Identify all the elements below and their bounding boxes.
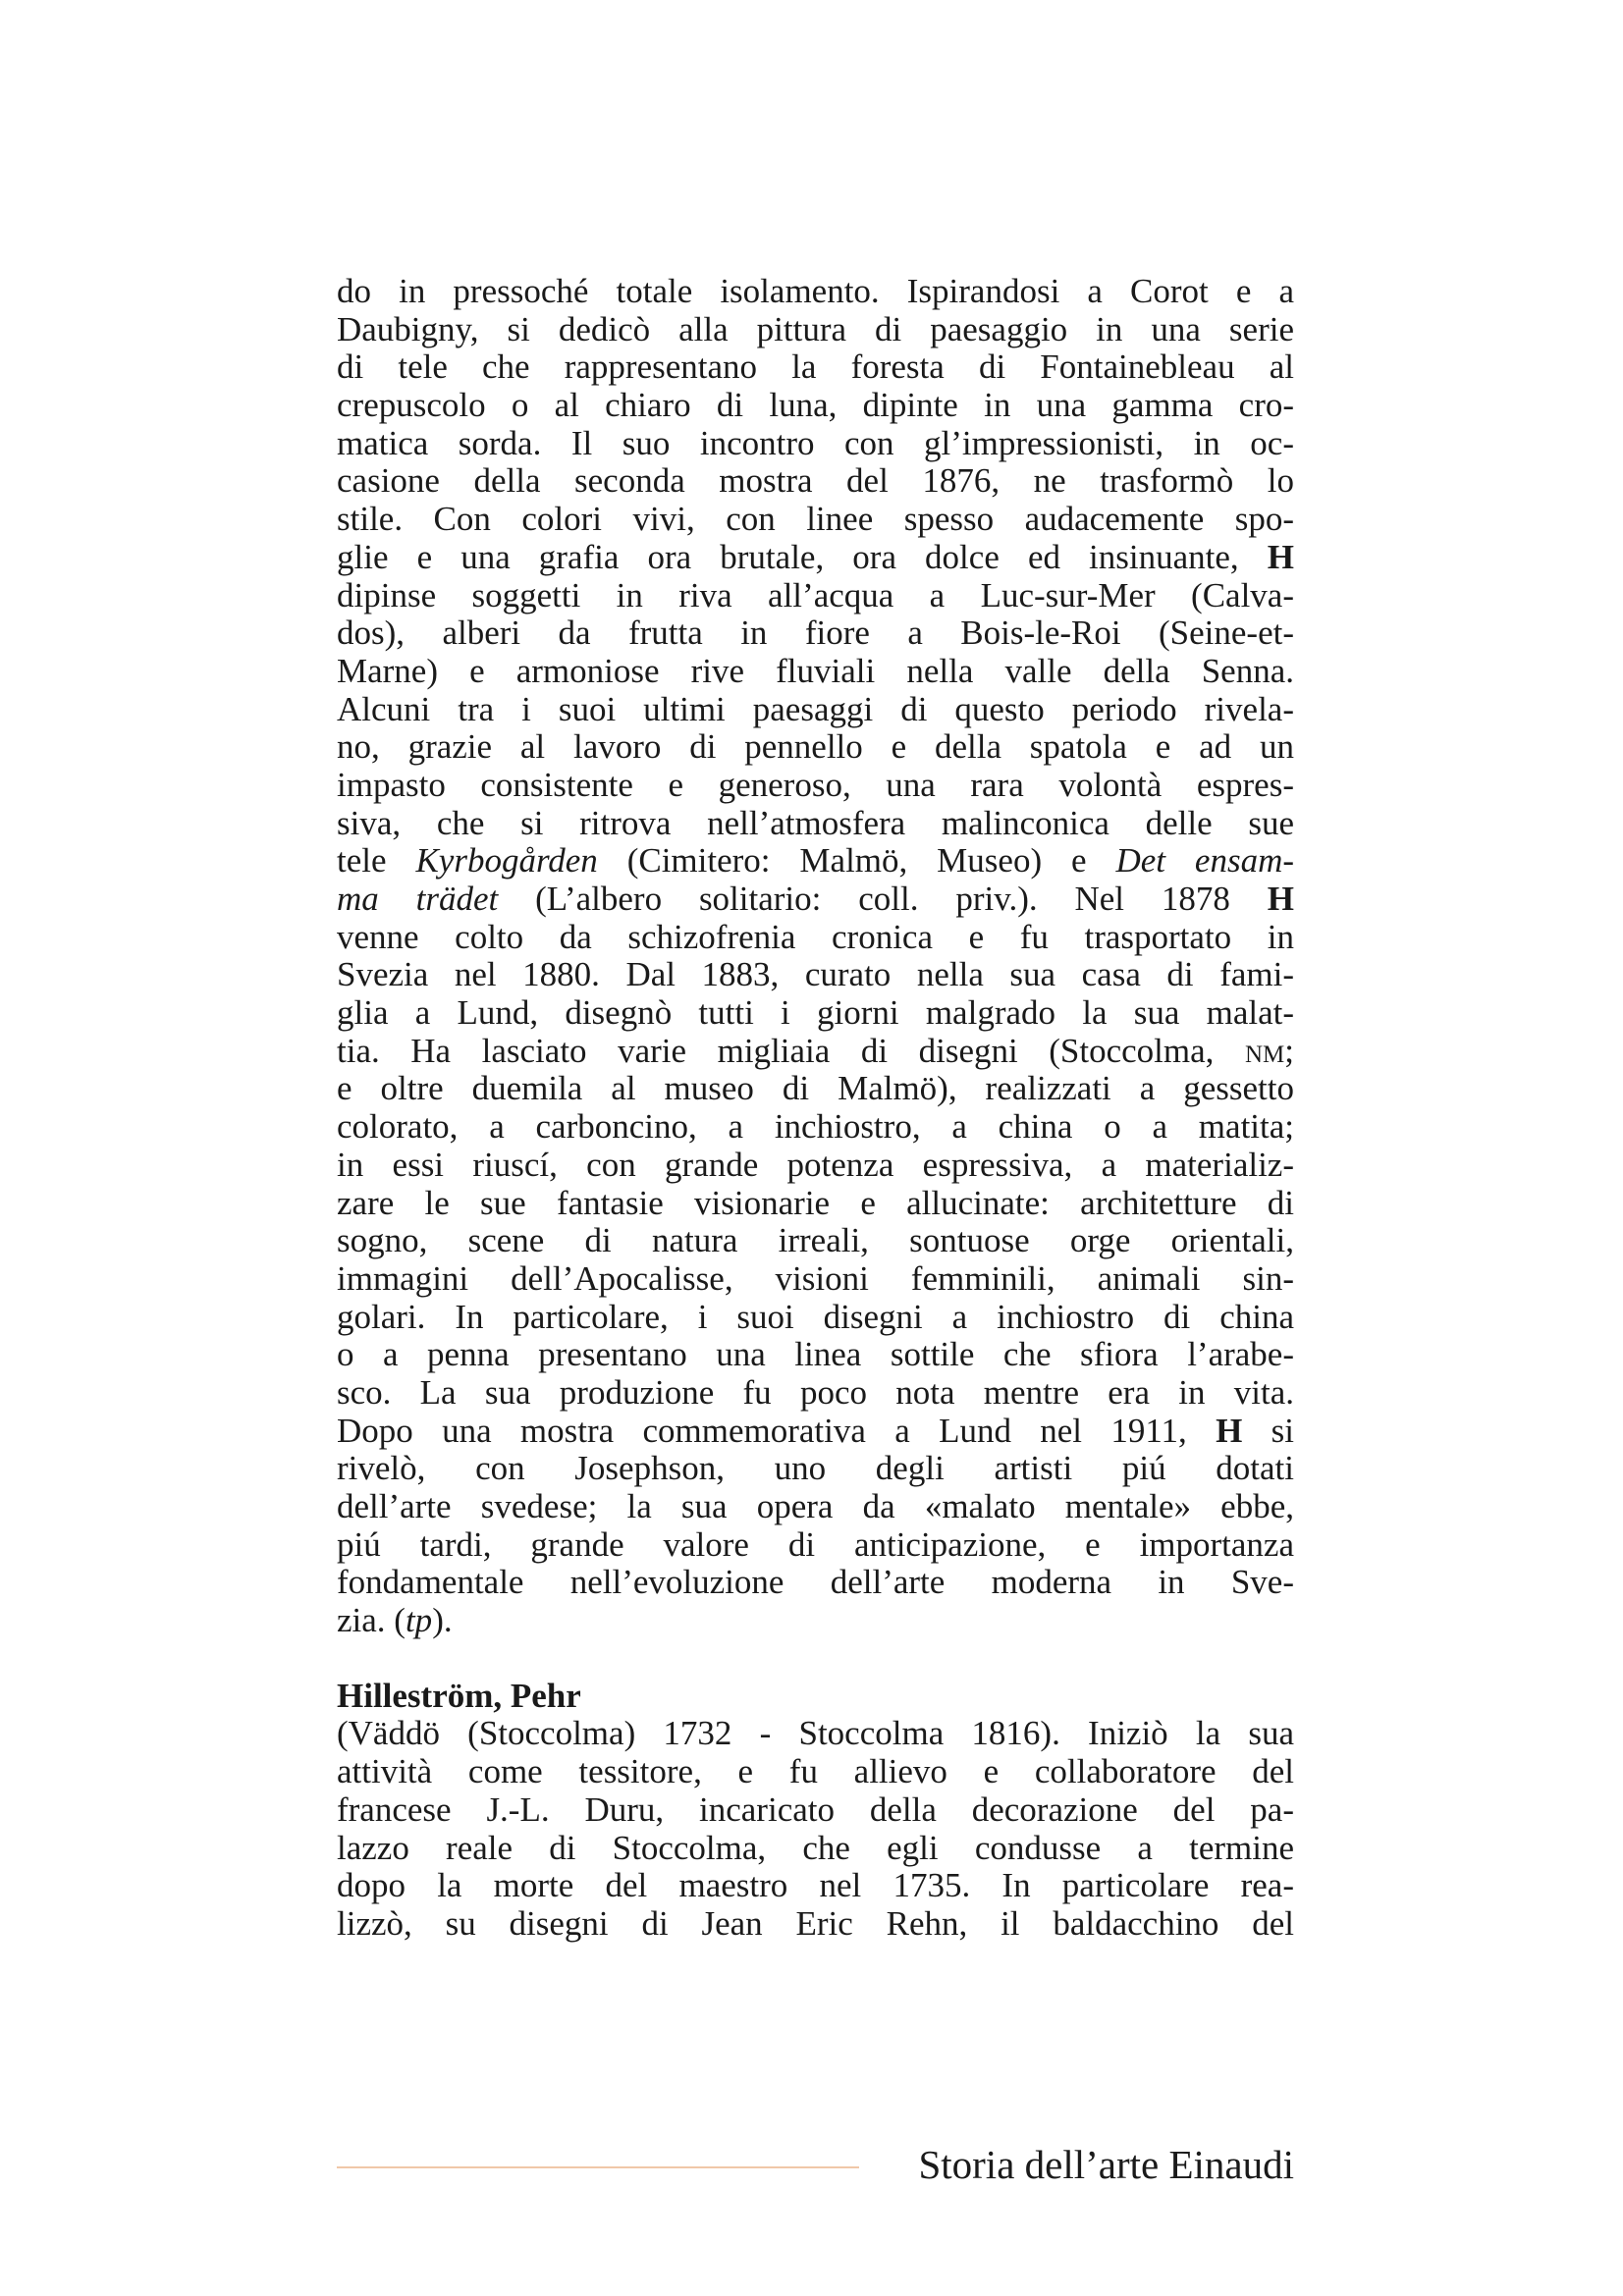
text-run: si — [1242, 1411, 1294, 1450]
text-line — [337, 387, 1294, 425]
text-line — [337, 1336, 1294, 1374]
text-line — [337, 1299, 1294, 1337]
text-line — [337, 1260, 1294, 1299]
text-run: colorato, a carboncino, a inchiostro, a china o a matita; — [337, 1107, 1294, 1147]
text-run: glie e una grafia ora brutale, ora dolce ed insinuante, — [337, 537, 1268, 576]
text-run: Svezia nel 1880. Dal 1883, curato nella sua casa di fami- — [337, 955, 1294, 994]
text-run: rivelò, con Josephson, uno degli artisti piú dotati — [337, 1449, 1294, 1488]
text-run: e oltre duemila al museo di Malmö), realizzati a gessetto — [337, 1069, 1294, 1108]
text-line — [337, 767, 1294, 805]
text-run: casione della seconda mostra del 1876, ne trasformò lo — [337, 461, 1294, 501]
text-run: tele — [337, 841, 416, 881]
text-run: ). — [432, 1601, 453, 1640]
text-run: tp — [405, 1601, 433, 1640]
entry-paragraph-hillestrom — [337, 1715, 1294, 1943]
text-run: francese J.-L. Duru, incaricato della decorazione del pa- — [337, 1789, 1294, 1829]
text-line — [337, 1450, 1294, 1488]
text-run: venne colto da schizofrenia cronica e fu trasportato in — [337, 917, 1294, 956]
text-line — [337, 1488, 1294, 1526]
text-line — [337, 1791, 1294, 1830]
text-line — [337, 1070, 1294, 1108]
text-line — [337, 1033, 1294, 1071]
text-run: stile. Con colori vivi, con linee spesso audacemente spo- — [337, 500, 1294, 539]
text-line — [337, 1867, 1294, 1905]
footer-publication-title: Storia dell’arte Einaudi — [918, 2142, 1294, 2187]
text-line — [337, 311, 1294, 349]
text-line — [337, 919, 1294, 957]
text-run: o a penna presentano una linea sottile che sfiora l’arabe- — [337, 1335, 1294, 1374]
text-run: dopo la morte del maestro nel 1735. In particolare rea- — [337, 1866, 1294, 1905]
text-run: lizzò, su disegni di Jean Eric Rehn, il baldacchino del — [337, 1903, 1294, 1943]
text-run: sogno, scene di natura irreali, sontuose orge orientali, — [337, 1221, 1294, 1260]
text-run: immagini dell’Apocalisse, visioni femminili, animali sin- — [337, 1258, 1294, 1298]
text-line — [337, 1222, 1294, 1260]
text-column — [337, 273, 1294, 1944]
text-run: Dopo una mostra commemorativa a Lund nel 1911, — [337, 1411, 1217, 1450]
text-line — [337, 805, 1294, 843]
text-run: fondamentale nell’evoluzione dell’arte moderna in Sve- — [337, 1563, 1294, 1602]
text-run: glia a Lund, disegnò tutti i giorni malgrado la sua malat- — [337, 993, 1294, 1033]
text-run: impasto consistente e generoso, una rara volontà espres- — [337, 765, 1294, 804]
text-run: zare le sue fantasie visionarie e allucinate: architetture di — [337, 1183, 1294, 1222]
footer-rule — [337, 2166, 859, 2168]
text-run: lazzo reale di Stoccolma, che egli condusse a termine — [337, 1828, 1294, 1867]
text-line — [337, 501, 1294, 539]
entry-heading: Hilleström, Pehr — [337, 1676, 581, 1715]
text-line — [337, 1526, 1294, 1565]
text-run: siva, che si ritrova nell’atmosfera malinconica delle sue — [337, 803, 1294, 842]
text-run: attività come tessitore, e fu allievo e collaboratore del — [337, 1752, 1294, 1791]
text-line — [337, 1715, 1294, 1753]
text-line — [337, 653, 1294, 691]
text-line — [337, 1374, 1294, 1413]
text-run: Marne) e armoniose rive fluviali nella valle della Senna. — [337, 651, 1294, 690]
text-line — [337, 1147, 1294, 1185]
text-line — [337, 614, 1294, 653]
text-run: Kyrbogården — [415, 841, 598, 881]
text-run: ; — [1284, 1031, 1294, 1070]
text-line — [337, 348, 1294, 387]
text-run: golari. In particolare, i suoi disegni a inchiostro di china — [337, 1297, 1294, 1336]
text-run: H — [1267, 880, 1294, 918]
text-line — [337, 577, 1294, 615]
text-line — [337, 539, 1294, 577]
text-line — [337, 881, 1294, 919]
text-run: crepuscolo o al chiaro di luna, dipinte in una gamma cro- — [337, 386, 1294, 425]
text-line — [337, 728, 1294, 767]
text-run: dipinse soggetti in riva all’acqua a Luc-sur-Mer (Calva- — [337, 575, 1294, 614]
text-run: di tele che rappresentano la foresta di Fontainebleau al — [337, 347, 1294, 387]
text-run: matica sorda. Il suo incontro con gl’impressionisti, in oc- — [337, 423, 1294, 462]
text-run: H — [1267, 537, 1294, 576]
text-run: no, grazie al lavoro di pennello e della spatola e ad un — [337, 727, 1294, 767]
text-run: (L’albero solitario: coll. priv.). Nel 1878 — [498, 880, 1268, 918]
text-line — [337, 956, 1294, 994]
text-run: H — [1216, 1411, 1243, 1450]
text-run: Alcuni tra i suoi ultimi paesaggi di questo periodo rivela- — [337, 689, 1294, 728]
text-line — [337, 462, 1294, 501]
text-line — [337, 994, 1294, 1033]
text-line — [337, 691, 1294, 729]
text-run: dell’arte svedese; la sua opera da «malato mentale» ebbe, — [337, 1487, 1294, 1525]
text-line — [337, 1602, 1294, 1640]
text-line — [337, 1413, 1294, 1451]
text-line — [337, 425, 1294, 463]
text-run: do in pressoché totale isolamento. Ispirandosi a Corot e a — [337, 272, 1294, 310]
text-line — [337, 1830, 1294, 1868]
text-line — [337, 1753, 1294, 1791]
text-run: (Väddö (Stoccolma) 1732 - Stoccolma 1816). Iniziò la sua — [337, 1714, 1294, 1753]
text-run: tia. Ha lasciato varie migliaia di disegni (Stoccolma, — [337, 1031, 1245, 1070]
text-run: sco. La sua produzione fu poco nota mentre era in vita. — [337, 1372, 1294, 1412]
text-line — [337, 1185, 1294, 1223]
text-run: in essi riuscí, con grande potenza espressiva, a materializ- — [337, 1145, 1294, 1184]
text-line — [337, 1905, 1294, 1944]
text-line — [337, 1108, 1294, 1147]
text-run: zia. ( — [337, 1601, 406, 1640]
text-run: nm — [1244, 1031, 1285, 1070]
text-run: dos), alberi da frutta in fiore a Bois-le-Roi (Seine-et- — [337, 614, 1294, 653]
text-line — [337, 842, 1294, 881]
text-run: ma trädet — [337, 880, 499, 918]
text-run: Det ensam- — [1115, 841, 1294, 881]
continued-entry-paragraph — [337, 273, 1294, 1640]
text-run: (Cimitero: Malmö, Museo) e — [597, 841, 1116, 881]
text-run: piú tardi, grande valore di anticipazione, e importanza — [337, 1524, 1294, 1564]
text-line — [337, 1564, 1294, 1602]
text-line — [337, 273, 1294, 311]
text-run: Daubigny, si dedicò alla pittura di paesaggio in una serie — [337, 309, 1294, 348]
